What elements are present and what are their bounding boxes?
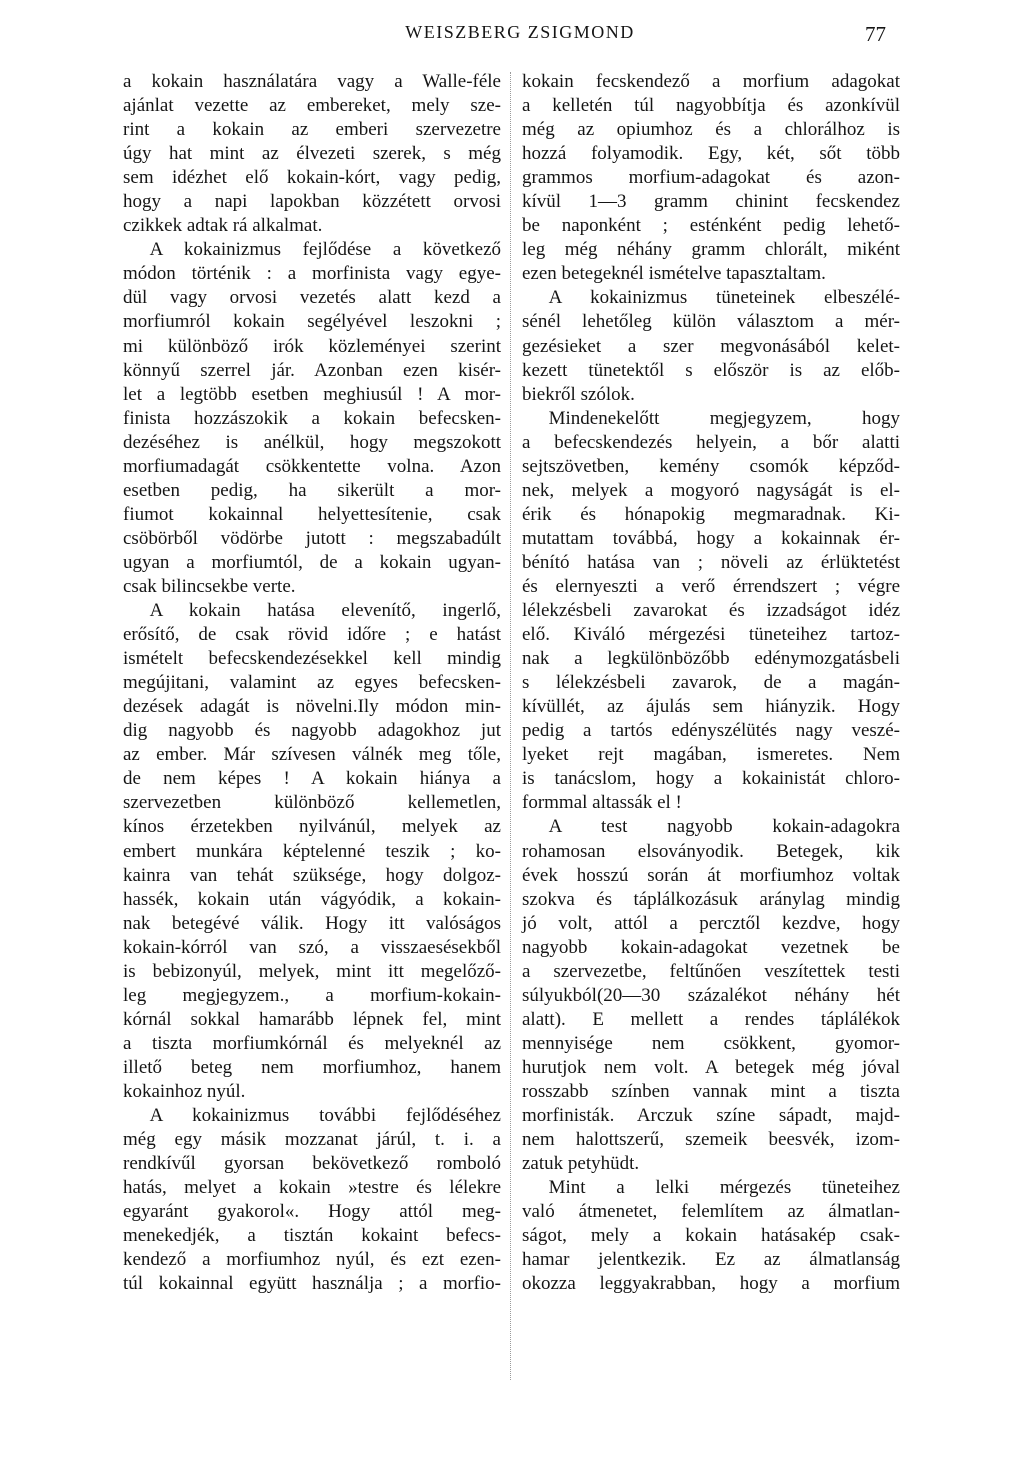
text-line: is bebizonyúl, melyek, mint itt megelőző- [123, 960, 501, 982]
text-line: hogy a napi lapokban közzétett orvosi [123, 191, 501, 213]
text-line: mutattam továbbá, hogy a kokainnak ér- [522, 527, 900, 549]
text-line: a kelletén túl nagyobbítja és azonkívül [522, 95, 900, 117]
running-head: WEISZBERG ZSIGMOND [405, 22, 635, 42]
text-line: kívül 1—3 gramm chinint fecskendez [522, 191, 900, 213]
text-line: nem halottszerű, szemeik beesvék, izom- [522, 1129, 900, 1151]
text-line: való átmenetet, felemlítem az álmatlan- [522, 1201, 900, 1223]
text-line: a tiszta morfiumkórnál és melyeknél az [123, 1032, 501, 1054]
text-line: kendező a morfiumhoz nyúl, és ezt ezen- [123, 1249, 501, 1271]
text-line: sénél lehetőleg külön választom a mér- [522, 311, 900, 333]
text-line: formmal altassák el ! [522, 792, 682, 814]
text-line: sem idézhet elő kokain-kórt, vagy pedig, [123, 167, 501, 189]
text-line: czikkek adtak rá alkalmat. [123, 215, 323, 237]
text-line: erősítő, de csak rövid időre ; e hatást [123, 624, 501, 646]
text-line: kívüllét, az ájulás sem hiányzik. Hogy [522, 696, 900, 718]
text-line: Mindenekelőtt megjegyzem, hogy [548, 407, 900, 429]
text-line: kezett tünetektől s először is az előb- [522, 359, 900, 381]
text-line: okozza leggyakrabban, hogy a morfium [522, 1273, 900, 1295]
text-line: nak betegévé válik. Hogy itt valóságos [123, 912, 501, 934]
text-line: dezések adagát is növelni.Ily módon min- [123, 696, 501, 718]
text-line: A kokain hatása elevenítő, ingerlő, [149, 600, 501, 622]
page-number: 77 [865, 22, 886, 46]
text-line: pedig a tartós edényszélütés nagy veszé- [522, 720, 900, 742]
text-line: rohamosan elsoványodik. Betegek, kik [522, 840, 900, 862]
left-column [123, 70, 501, 1296]
column-divider [510, 72, 511, 1380]
text-line: fiumot kokainnal helyettesítenie, csak [123, 503, 501, 525]
text-line: de nem képes ! A kokain hiánya a [123, 768, 501, 790]
text-line: csöbörből vödörbe jutott : megszabadúlt [123, 527, 501, 549]
text-line: szokva és táplálkozásuk aránylag mindig [522, 888, 900, 910]
text-line: hamar jelentkezik. Ez az álmatlanság [522, 1249, 900, 1271]
text-line: szervezetben különböző kellemetlen, [123, 792, 501, 814]
text-line: ugyan a morfiumtól, de a kokain ugyan- [123, 551, 501, 573]
text-line: kokain-kórról van szó, a visszaesésekből [123, 936, 501, 958]
text-line: érik és hónapokig megmaradnak. Ki- [522, 503, 900, 525]
text-line: zatuk petyhüdt. [522, 1153, 640, 1175]
text-line: hassék, kokain után vágyódik, a kokain- [123, 888, 501, 910]
text-line: be naponként ; esténként pedig lehető- [522, 215, 900, 237]
text-line: túl kokainnal együtt használja ; a morfio- [123, 1273, 501, 1295]
text-line: jó volt, attól a percztől kezdve, hogy [522, 912, 900, 934]
text-line: a szervezetbe, feltűnően veszítettek testi [522, 960, 900, 982]
text-line: még az opiumhoz és a chlorálhoz is [522, 119, 900, 141]
text-line: ajánlat vezette az embereket, mely sze- [123, 95, 501, 117]
text-line: elő. Kiváló mérgezési tüneteihez tartoz- [522, 624, 900, 646]
text-line: A test nagyobb kokain-adagokra [548, 816, 900, 838]
text-line: alatt). E mellett a rendes táplálékok [522, 1008, 900, 1030]
text-line: dig nagyobb és nagyobb adagokhoz jut [123, 720, 501, 742]
text-line: A kokainizmus fejlődése a következő [149, 239, 501, 261]
text-line: megújitani, valamint az egyes befecsken- [123, 672, 501, 694]
text-line: kainra van tehát szüksége, hogy dolgoz- [123, 864, 501, 886]
text-line: A kokainizmus további fejlődéséhez [149, 1105, 501, 1127]
text-line: embert munkára képtelenné teszik ; ko- [123, 840, 501, 862]
text-line: úgy hat mint az élvezeti szerek, s még [123, 143, 501, 165]
text-line: hatás, melyet a kokain »testre és lélekre [123, 1177, 501, 1199]
text-line: az ember. Már szívesen válnék meg tőle, [123, 744, 501, 766]
text-line: dül vagy orvosi vezetés alatt kezd a [123, 287, 501, 309]
text-line: menekedjék, a tisztán kokaint befecs- [123, 1225, 501, 1247]
text-line: mi különböző irók közleményei szerint [123, 335, 501, 357]
text-line: rosszabb színben vannak mint a tiszta [522, 1080, 900, 1102]
text-line: még egy másik mozzanat járúl, t. i. a [123, 1129, 501, 1151]
text-line: lyeket rejt magában, ismeretes. Nem [522, 744, 900, 766]
text-line: évek hosszú során át morfiumhoz voltak [522, 864, 900, 886]
text-line: is tanácslom, hogy a kokainistát chloro- [522, 768, 900, 790]
text-line: let a legtöbb esetben meghiusúl ! A mor- [123, 383, 501, 405]
text-line: rint a kokain az emberi szervezetre [123, 119, 501, 141]
text-line: finista hozzászokik a kokain befecsken- [123, 407, 501, 429]
text-line: esetben pedig, ha sikerült a mor- [123, 479, 501, 501]
text-line: a befecskendezés helyein, a bőr alatti [522, 431, 900, 453]
text-line: mennyisége nem csökkent, gyomor- [522, 1032, 900, 1054]
text-line: illető beteg nem morfiumhoz, hanem [123, 1056, 501, 1078]
text-line: egyaránt gyakorol«. Hogy attól meg- [123, 1201, 501, 1223]
text-line: hozzá folyamodik. Egy, két, sőt több [522, 143, 900, 165]
text-line: A kokainizmus tüneteinek elbeszélé- [548, 287, 900, 309]
text-line: hurutjok nem volt. A betegek még jóval [522, 1056, 900, 1078]
text-line: morfiumadagát csökkentette volna. Azon [123, 455, 501, 477]
text-line: nagyobb kokain-adagokat vezetnek be [522, 936, 900, 958]
text-line: ismételt befecskendezésekkel kell mindig [123, 648, 501, 670]
text-line: lélekzésbeli zavarokat és izzadságot idéz [522, 600, 900, 622]
text-line: és elernyeszti a verő érrendszert ; végre [522, 575, 900, 597]
text-line: nak a legkülönbözőbb edénymozgatásbeli [522, 648, 900, 670]
text-line: módon történik : a morfinista vagy egye- [123, 263, 501, 285]
text-line: kínos érzetekben nyilvánúl, melyek az [123, 816, 501, 838]
text-line: dezéséhez is anélkül, hogy megszokott [123, 431, 501, 453]
text-line: bénító hatása van ; növeli az érlüktetést [522, 551, 900, 573]
text-line: morfinisták. Arczuk színe sápadt, majd- [522, 1105, 900, 1127]
text-line: ságot, mely a kokain hatásakép csak- [522, 1225, 900, 1247]
text-line: sejtszövetben, kemény csomók képződ- [522, 455, 900, 477]
text-line: ezen betegeknél ismételve tapasztaltam. [522, 263, 826, 285]
text-line: kokainhoz nyúl. [123, 1080, 246, 1102]
text-line: a kokain használatára vagy a Walle-féle [123, 71, 501, 92]
text-line: gezésieket a szer megvonásából kelet- [522, 335, 900, 357]
text-line: grammos morfium-adagokat és azon- [522, 167, 900, 189]
text-line: csak bilincsekbe verte. [123, 575, 296, 597]
text-line: kórnál sokkal hamarább lépnek fel, mint [123, 1008, 501, 1030]
right-column [522, 70, 900, 1296]
text-line: biekről szólok. [522, 383, 635, 405]
text-line: kokain fecskendező a morfium adagokat [522, 71, 900, 92]
text-line: morfiumról kokain segélyével leszokni ; [123, 311, 501, 333]
text-line: leg megjegyzem., a morfium-kokain- [123, 984, 501, 1006]
text-line: könnyű szerrel jár. Azonban ezen kisér- [123, 359, 501, 381]
text-line: leg még néhány gramm chlorált, miként [522, 239, 900, 261]
text-line: Mint a lelki mérgezés tüneteihez [548, 1177, 900, 1199]
text-line: rendkívűl gyorsan bekövetkező romboló [123, 1153, 501, 1175]
text-line: súlyukból(20—30 százalékot néhány hét [522, 984, 900, 1006]
text-line: nek, melyek a mogyoró nagyságát is el- [522, 479, 900, 501]
text-line: s lélekzésbeli zavarok, de a magán- [522, 672, 900, 694]
